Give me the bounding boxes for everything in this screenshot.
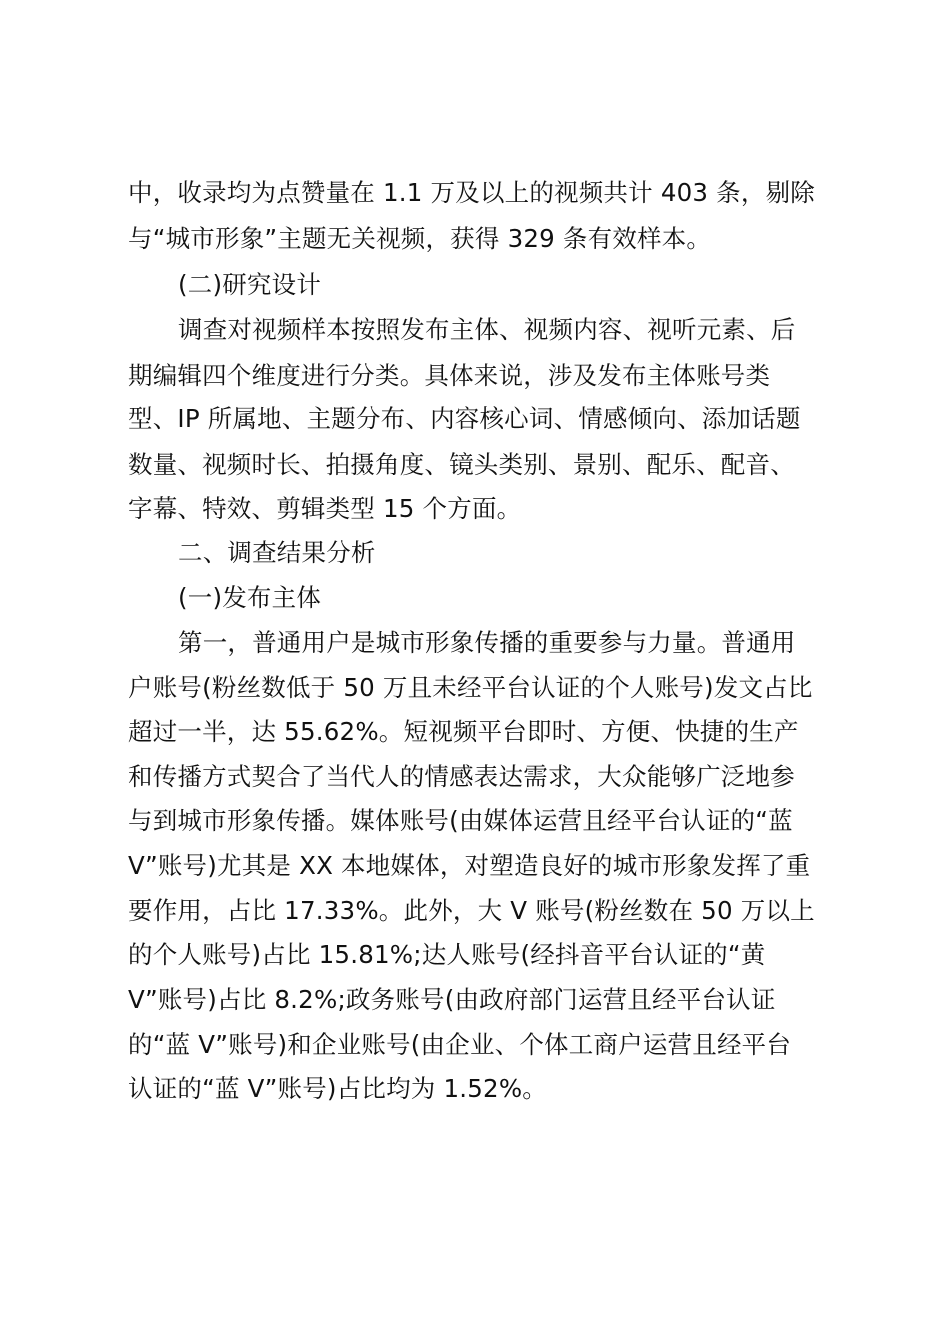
text-line: 与到城市形象传播。媒体账号(由媒体运营且经平台认证的“蓝 xyxy=(128,806,793,835)
section-heading: (二)研究设计 xyxy=(178,270,322,299)
section-heading: 二、调查结果分析 xyxy=(178,538,376,567)
text-line: 期编辑四个维度进行分类。具体来说，涉及发布主体账号类 xyxy=(128,361,771,390)
text-line: 与“城市形象”主题无关视频，获得 329 条有效样本。 xyxy=(128,224,712,253)
paragraph-start: 调查对视频样本按照发布主体、视频内容、视听元素、后 xyxy=(178,315,796,344)
text-line: 中，收录均为点赞量在 1.1 万及以上的视频共计 403 条，剔除 xyxy=(128,178,815,207)
text-line: 数量、视频时长、拍摄角度、镜头类别、景别、配乐、配音、 xyxy=(128,450,795,479)
text-line: 认证的“蓝 V”账号)占比均为 1.52%。 xyxy=(128,1074,548,1103)
text-line: 和传播方式契合了当代人的情感表达需求，大众能够广泛地参 xyxy=(128,762,795,791)
text-line: 的“蓝 V”账号)和企业账号(由企业、个体工商户运营且经平台 xyxy=(128,1030,792,1059)
text-line: 的个人账号)占比 15.81%;达人账号(经抖音平台认证的“黄 xyxy=(128,940,766,969)
paragraph-start: 第一，普通用户是城市形象传播的重要参与力量。普通用 xyxy=(178,628,796,657)
text-line: 型、IP 所属地、主题分布、内容核心词、情感倾向、添加话题 xyxy=(128,404,801,433)
text-line: 户账号(粉丝数低于 50 万且未经平台认证的个人账号)发文占比 xyxy=(128,673,813,702)
subsection-heading: (一)发布主体 xyxy=(178,583,322,612)
text-line: 要作用，占比 17.33%。此外，大 V 账号(粉丝数在 50 万以上 xyxy=(128,896,815,925)
text-line: V”账号)占比 8.2%;政务账号(由政府部门运营且经平台认证 xyxy=(128,985,776,1014)
text-line: 超过一半，达 55.62%。短视频平台即时、方便、快捷的生产 xyxy=(128,717,799,746)
text-line: 字幕、特效、剪辑类型 15 个方面。 xyxy=(128,494,522,523)
text-line: V”账号)尤其是 XX 本地媒体，对塑造良好的城市形象发挥了重 xyxy=(128,851,811,880)
